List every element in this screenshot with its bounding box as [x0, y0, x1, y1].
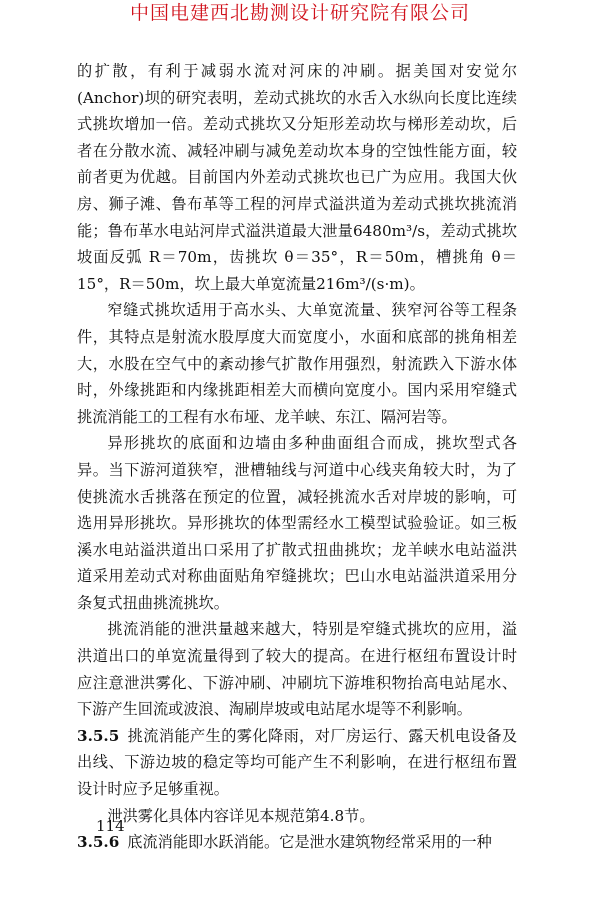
paragraph [77, 297, 517, 430]
paragraph-text: 的扩散，有利于减弱水流对河床的冲刷。据美国对安觉尔(Anchor)坝的研究表明，差动式挑坎的水舌入水纵向长度比连续式挑坎增加一倍。差动式挑坎又分矩形差动坎与梯形差动坎，后者在分散水流、减轻冲刷与减免差动坎本身的空蚀性能方面，较前者更为优越。目前国内外差动式挑坎也已广为应用。我国大伙房、狮子滩、鲁布革等工程的河岸式溢洪道为差动式挑坎挑流消能；鲁布革水电站河岸式溢洪道最大泄量6480m³/s，差动式挑坎坡面反弧 R＝70m，齿挑坎 θ＝35°，R＝50m，槽挑角 θ＝15°，R＝50m，坎上最大单宽流量216m³/(s·m)。 [77, 62, 517, 293]
paragraph-text: 挑流消能的泄洪量越来越大，特别是窄缝式挑坎的应用，溢洪道出口的单宽流量得到了较大的提高。在进行枢纽布置设计时应注意泄洪雾化、下游冲刷、冲刷坑下游堆积物抬高电站尾水、下游产生回流或波浪、淘刷岸坡或电站尾水堤等不利影响。 [77, 620, 517, 719]
paragraph-text: 挑流消能产生的雾化降雨，对厂房运行、露天机电设备及出线、下游边坡的稳定等均可能产生不利影响，在进行枢纽布置设计时应予足够重视。 [77, 726, 517, 799]
paragraph [77, 616, 517, 722]
page-body [77, 58, 517, 856]
paragraph-text: 窄缝式挑坎适用于高水头、大单宽流量、狭窄河谷等工程条件，其特点是射流水股厚度大而宽度小，水面和底部的挑角相差大，水股在空气中的紊动掺气扩散作用强烈，射流跌入下游水体时，外缘挑距和内缘挑距相差大而横向宽度小。国内采用窄缝式挑流消能工的工程有水布垭、龙羊峡、东江、隔河岩等。 [77, 301, 517, 426]
paragraph-text: 异形挑坎的底面和边墙由多种曲面组合而成，挑坎型式各异。当下游河道狭窄，泄槽轴线与河道中心线夹角较大时，为了使挑流水舌挑落在预定的位置，减轻挑流水舌对岸坡的影响，可选用异形挑坎。异形挑坎的体型需经水工模型试验验证。如三板溪水电站溢洪道出口采用了扩散式扭曲挑坎；龙羊峡水电站溢洪道采用差动式对称曲面贴角窄缝挑坎；巴山水电站溢洪道采用分条复式扭曲挑流挑坎。 [77, 434, 517, 612]
section-number: 3.5.6 [77, 833, 120, 852]
section-clause [77, 829, 517, 856]
section-number: 3.5.5 [77, 726, 120, 745]
paragraph-continued [77, 58, 517, 297]
publisher-header: 中国电建西北勘测设计研究院有限公司 [129, 2, 470, 24]
paragraph-text: 底流消能即水跃消能。它是泄水建筑物经常采用的一种 [127, 833, 492, 852]
section-clause [77, 723, 517, 803]
page-number: 114 [96, 817, 125, 835]
paragraph-text: 泄洪雾化具体内容详见本规范第4.8节。 [107, 806, 375, 825]
paragraph [77, 430, 517, 616]
paragraph [77, 803, 517, 830]
